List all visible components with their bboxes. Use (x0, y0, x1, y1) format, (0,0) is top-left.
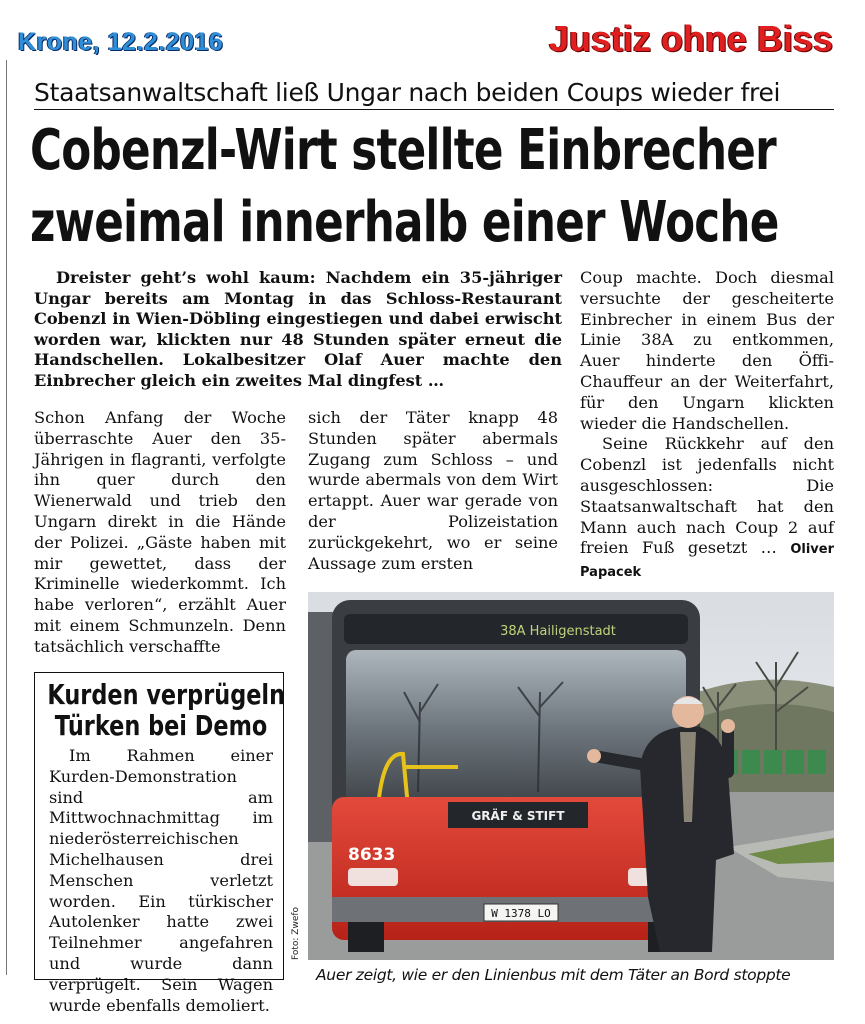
source-date: Krone, 12.2.2016 (18, 28, 224, 56)
body-column-1: Schon Anfang der Woche überraschte Auer den 35-Jährigen in flagranti, verfolgte ihn quer durch den Wienerwald und trieb den Ungarn direkt in die Hände der Polizei. „Gäste haben mit mir gewettet, dass der Kriminelle wiederkommt. Ich habe verloren“, erzählt Auer mit einem Schmunzeln. Denn tatsächlich verschaffte (34, 408, 286, 656)
headline (30, 115, 779, 259)
bus-plate: W 1378 LO (491, 907, 551, 920)
headline-line-1: Cobenzl-Wirt stellte Einbrecher (30, 118, 776, 183)
sidebar-headline-line-2: Türken bei Demo (54, 709, 268, 742)
sidebar-headline (47, 678, 286, 742)
page-margin-rule (6, 60, 7, 975)
bus-brand: GRÄF & STIFT (471, 809, 565, 823)
sidebar-text: Im Rahmen einer Kurden-Demonstration sind am Mittwochnachmittag im niederösterreichischen Michelhausen drei Menschen verletzt worden. Ein türkischer Autolenker hatte zwei Teilnehmer angefahren und wurde dann verprügelt. Sein Wagen wurde ebenfalls demoliert. (49, 746, 273, 1015)
body-column-3 (580, 268, 834, 584)
headline-line-2: zweimal innerhalb einer Woche (30, 190, 779, 255)
news-photo (308, 592, 834, 960)
sidebar-headline-line-1: Kurden verprügeln (47, 678, 286, 711)
bus-number: 8633 (348, 845, 396, 865)
sidebar-box (34, 672, 286, 1015)
photo-credit: Foto: Zwefo (291, 906, 301, 960)
body-paragraph-text: Seine Rückkehr auf den Cobenzl ist jedenfalls nicht ausgeschlossen: Die Staatsanwaltschaft hat den Mann auch nach Coup 2 auf freien Fuß gesetzt … (580, 434, 834, 558)
body-paragraph: Coup machte. Doch diesmal versuchte der gescheiterte Einbrecher in einem Bus der Linie 38A zu entkommen, Auer hinderte den Öffi-Chauffeur an der Weiterfahrt, für den Ungarn klickten wieder die Handschellen. (580, 268, 834, 433)
photo-caption: Auer zeigt, wie er den Linienbus mit dem Täter an Bord stoppte (316, 966, 791, 984)
rubric-title: Justiz ohne Biss (548, 18, 833, 59)
lead-paragraph: Dreister geht’s wohl kaum: Nachdem ein 35-jähriger Ungar bereits am Montag in das Schloss-Restaurant Cobenzl in Wien-Döbling eingestiegen und dabei erwischt worden war, klickten nur 48 Stunden später erneut die Handschellen. Lokalbesitzer Olaf Auer machte den Einbrecher gleich ein zweites Mal dingfest … (34, 268, 562, 390)
kicker: Staatsanwaltschaft ließ Ungar nach beiden Coups wieder frei (34, 78, 834, 110)
body-paragraph (580, 434, 834, 584)
byline: Oliver Papacek (580, 542, 834, 581)
body-column-2: sich der Täter knapp 48 Stunden später abermals Zugang zum Schloss – und wurde abermals von dem Wirt ertappt. Auer war gerade von der Polizeistation zurückgekehrt, wo er seine Aussage zum ersten (308, 408, 558, 573)
bus-photo-illustration (308, 592, 834, 960)
svg-text:38A Hailigenstadt: 38A Hailigenstadt (500, 624, 616, 639)
